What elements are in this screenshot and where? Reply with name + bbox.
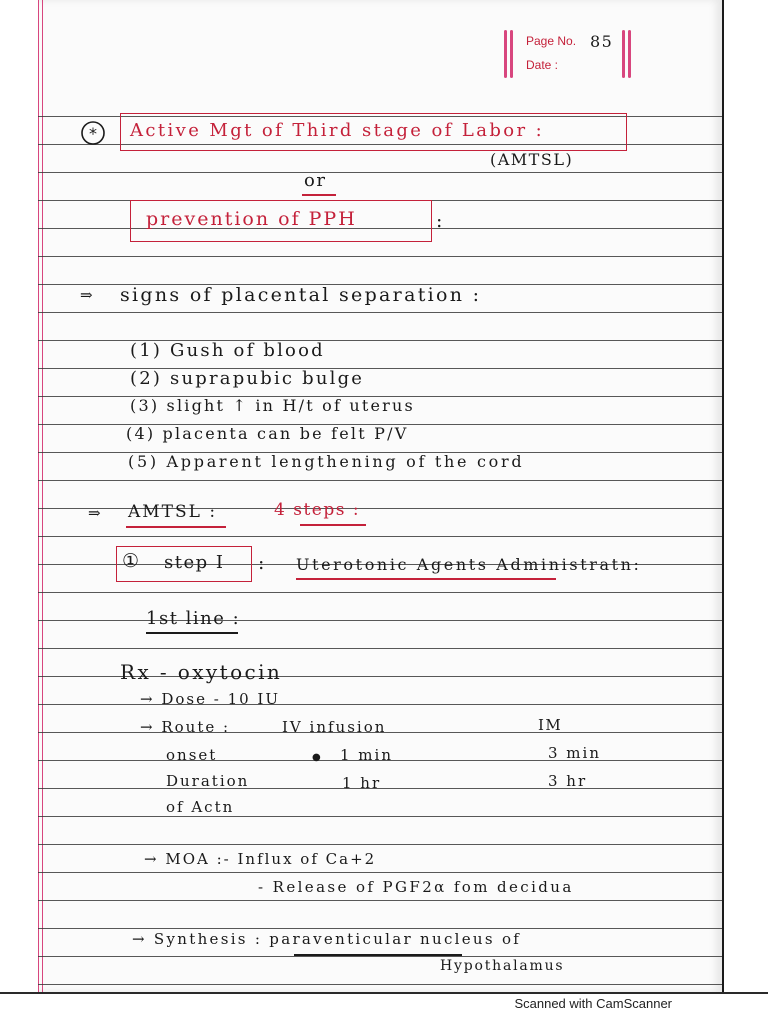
step-title: Uterotonic Agents Administratn: <box>296 555 642 574</box>
star-circle-icon <box>80 120 108 148</box>
ruled-line <box>38 312 722 313</box>
page-no-value: 85 <box>590 32 614 51</box>
signs-heading: signs of placental separation : <box>120 284 482 306</box>
ruled-line <box>38 620 722 621</box>
onset-label: onset <box>166 746 218 764</box>
onset-im: 3 min <box>548 744 601 762</box>
arrow-icon: ⇒ <box>88 504 103 522</box>
ruled-line <box>38 480 722 481</box>
route-label: → Route : <box>140 718 231 736</box>
title-colon: : <box>436 210 444 232</box>
sign-item: (4) placenta can be felt P/V <box>126 424 409 443</box>
pagebox-bar <box>510 30 513 78</box>
steps-underline <box>300 524 366 526</box>
sign-item: (2) suprapubic bulge <box>130 368 365 389</box>
pagebox-bar <box>628 30 631 78</box>
amtsl-underline <box>126 526 226 528</box>
arrow-icon: ⇒ <box>80 286 95 304</box>
first-line-underline <box>146 632 238 634</box>
duration-iv: 1 hr <box>342 774 382 792</box>
pagebox-bar <box>504 30 507 78</box>
camscanner-label: Scanned with CamScanner <box>514 996 672 1011</box>
page-no-label: Page No. <box>526 34 577 48</box>
ruled-line <box>38 956 722 957</box>
ruled-line <box>38 872 722 873</box>
ruled-line <box>38 256 722 257</box>
duration-im: 3 hr <box>548 772 588 790</box>
ruled-line <box>38 984 722 985</box>
dose-line: → Dose - 10 IU <box>140 690 280 708</box>
ruled-line <box>38 172 722 173</box>
ruled-line <box>38 844 722 845</box>
synthesis-underline <box>294 954 462 956</box>
bullet-dot-icon: ● <box>312 752 323 763</box>
step-colon: : <box>258 552 266 574</box>
moa-line1: → MOA :- Influx of Ca+2 <box>144 850 377 868</box>
svg-text:*: * <box>89 124 97 143</box>
ruled-line <box>38 592 722 593</box>
title-line2: prevention of PPH <box>146 208 357 230</box>
moa-line2: - Release of PGF2α fom decidua <box>258 878 574 896</box>
title-line1: Active Mgt of Third stage of Labor : <box>130 120 545 141</box>
ruled-line <box>38 816 722 817</box>
steps-label: 4 steps : <box>274 500 361 520</box>
onset-iv: 1 min <box>340 746 393 764</box>
ruled-line <box>38 648 722 649</box>
duration-label: Duration <box>166 772 250 790</box>
or-text: or <box>304 170 327 191</box>
first-line-label: 1st line : <box>146 608 241 629</box>
title-abbr: (AMTSL) <box>490 150 574 169</box>
pagebox-bar <box>622 30 625 78</box>
ruled-line <box>38 536 722 537</box>
route-iv: IV infusion <box>282 718 387 736</box>
or-underline <box>302 194 336 196</box>
page-number-box <box>458 30 638 80</box>
step-label: step I <box>164 552 225 573</box>
amtsl-label: AMTSL : <box>128 502 218 522</box>
step-title-underline <box>296 578 556 580</box>
date-label: Date : <box>526 58 559 72</box>
ruled-line <box>38 928 722 929</box>
sign-item: (3) slight ↑ in H/t of uterus <box>130 396 415 415</box>
duration-label-2: of Actn <box>166 798 235 816</box>
step-num: ① <box>122 550 141 572</box>
route-im: IM <box>538 716 563 734</box>
synthesis-line2: Hypothalamus <box>440 958 565 974</box>
rx-line: Rx - oxytocin <box>120 660 283 684</box>
sign-item: (5) Apparent lengthening of the cord <box>128 452 525 471</box>
sign-item: (1) Gush of blood <box>130 340 325 361</box>
synthesis-line1: → Synthesis : paraventicular nucleus of <box>132 930 522 948</box>
ruled-line <box>38 900 722 901</box>
